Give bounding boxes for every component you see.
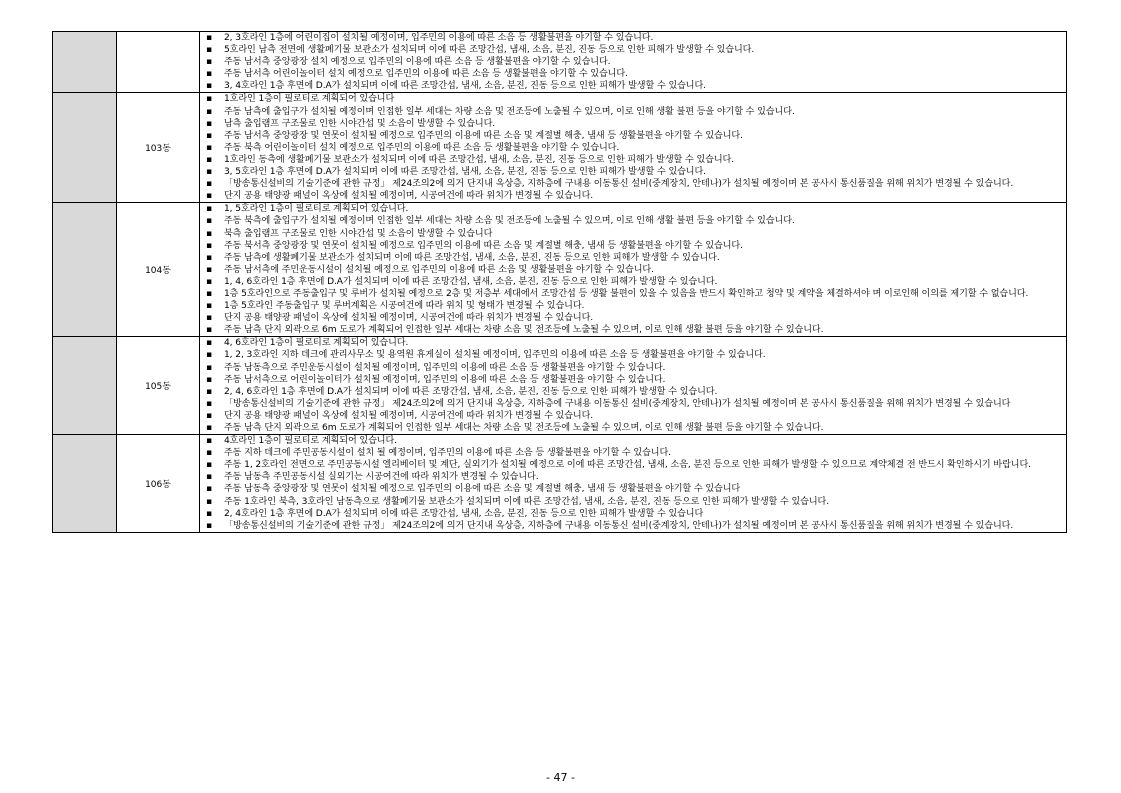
notice-item: ▪ 3, 4호라인 1층 후면에 D.A가 설치되며 이에 따른 조망간섭, 냄새, 소음, 분진, 진동 등으로 인한 피해가 발생할 수 있습니다. [200,80,1066,92]
building-label: 105동 [117,337,200,435]
notice-item: ▪ 주동 지하 데크에 주민공동시설이 설치 될 예정이며, 입주민의 이용에 따른 소음 등 생활불편을 야기할 수 있습니다. [200,447,1066,459]
notice-item: ▪ 1, 4, 6호라인 1층 후면에 D.A가 설치되며 이에 따른 조망간섭, 냄새, 소음, 분진, 진동 등으로 인한 피해가 발생할 수 있습니다. [200,276,1066,288]
notice-item: ▪ 주동 남측 단지 외곽으로 6m 도로가 계획되어 인접한 일부 세대는 차량 소음 및 전조등에 노출될 수 있으며, 이로 인해 생활 불편 등을 야기할 수 있습니다. [200,324,1066,336]
notice-item: ▪ 주동 남측 단지 외곽으로 6m 도로가 계획되어 인접한 일부 세대는 차량 소음 및 전조등에 노출될 수 있으며, 이로 인해 생활 불편 등을 야기할 수 있습니다. [200,422,1066,434]
building-label [117,32,200,93]
document-page [52,31,1067,533]
notice-item: ▪ 4호라인 1층이 필로티로 계획되어 있습니다. [200,435,1066,447]
notice-item: ▪ 주동 북서측 중앙광장 및 연못이 설치될 예정으로 입주민의 이용에 따른 소음 및 계절별 해충, 냄새 등 생활불편을 야기할 수 있습니다. [200,240,1066,252]
category-cell [53,337,117,435]
building-label: 104동 [117,203,200,337]
notice-item: ▪ 5호라인 남측 전면에 생활폐기물 보관소가 설치되며 이에 따른 조망간섭, 냄새, 소음, 분진, 진동 등으로 인한 피해가 발생할 수 있습니다. [200,44,1066,56]
notice-list [200,435,1066,532]
notice-list [200,93,1066,202]
notice-item: ▪ 「방송통신설비의 기술기준에 관한 규정」 제24조의2에 의거 단지내 옥상층, 지하층에 구내용 이동통신 설비(중계장치, 안테나)가 설치될 예정이며 본 공사시 통신품질을 위해 위치가 변경될 수 있습니다. [200,178,1066,190]
category-cell [53,32,117,93]
category-cell [53,203,117,337]
notice-items-cell [200,93,1067,203]
notice-item: ▪ 북측 출입램프 구조물로 인한 시야간섭 및 소음이 발생할 수 있습니다 [200,228,1066,240]
notice-item: ▪ 주동 남서측 중앙광장 설치 예정으로 입주민의 이용에 따른 소음 등 생활불편을 야기할 수 있습니다. [200,56,1066,68]
notice-item: ▪ 주동 북측에 출입구가 설치될 예정이며 인접한 일부 세대는 차량 소음 및 전조등에 노출될 수 있으며, 이로 인해 생활 불편 등을 야기할 수 있습니다. [200,215,1066,227]
notice-item: ▪ 주동 남동측 주민공동시설 실외기는 시공여건에 따라 위치가 변경될 수 있습니다. [200,471,1066,483]
page-number: - 47 - [546,771,575,784]
notice-list [200,32,1066,92]
notice-item: ▪ 주동 남동측으로 주민운동시설이 설치될 예정이며, 입주민의 이용에 따른 소음 등 생활불편을 야기할 수 있습니다. [200,362,1066,374]
notice-item: ▪ 주동 남측에 출입구가 설치될 예정이며 인접한 일부 세대는 차량 소음 및 전조등에 노출될 수 있으며, 이로 인해 생활 불편 등을 야기할 수 있습니다. [200,106,1066,118]
building-label: 106동 [117,435,200,533]
notice-item: ▪ 1호라인 1층이 필로티로 계획되어 있습니다 [200,93,1066,105]
notice-item: ▪ 주동 남동측 중앙광장 및 연못이 설치될 예정으로 입주민의 이용에 따른 소음 및 계절별 해충, 냄새 등 생활불편을 야기할 수 있습니다 [200,483,1066,495]
notice-item: ▪ 2, 4, 6호라인 1층 후면에 D.A가 설치되며 이에 따른 조망간섭, 냄새, 소음, 분진, 진동 등으로 인한 피해가 발생할 수 있습니다. [200,386,1066,398]
building-section-row [53,32,1067,93]
notice-item: ▪ 단지 공용 태양광 패널이 옥상에 설치될 예정이며, 시공여건에 따라 위치가 변경될 수 있습니다. [200,190,1066,202]
notice-item: ▪ 1층 5호라인 주동출입구 및 루버계획은 시공여건에 따라 위치 및 형태가 변경될 수 있습니다. [200,300,1066,312]
category-cell [53,93,117,203]
building-section-row [53,337,1067,435]
category-cell [53,435,117,533]
notice-item: ▪ 주동 남서측에 주민운동시설이 설치될 예정으로 입주민의 이용에 따른 소음 및 생활불편을 야기할 수 있습니다. [200,264,1066,276]
notice-item: ▪ 「방송통신설비의 기술기준에 관한 규정」 제24조의2에 의거 단지내 옥상층, 지하층에 구내용 이동통신 설비(중계장치, 안테나)가 설치될 예정이며 본 공사시 통신품질을 위해 위치가 변경될 수 있습니다 [200,398,1066,410]
building-label: 103동 [117,93,200,203]
notice-item: ▪ 주동 남서측 중앙광장 및 연못이 설치될 예정으로 입주민의 이용에 따른 소음 및 계절별 해충, 냄새 등 생활불편을 야기할 수 있습니다. [200,130,1066,142]
notice-item: ▪ 1, 2, 3호라인 지하 데크에 관리사무소 및 용역원 휴게실이 설치될 예정이며, 입주민의 이용에 따른 소음 등 생활불편을 야기할 수 있습니다. [200,349,1066,361]
notice-item: ▪ 단지 공용 태양광 패널이 옥상에 설치될 예정이며, 시공여건에 따라 위치가 변경될 수 있습니다. [200,312,1066,324]
notice-item: ▪ 주동 북측 어린이놀이터 설치 예정으로 입주민의 이용에 따른 소음 등 생활불편을 야기할 수 있습니다. [200,142,1066,154]
building-section-row [53,435,1067,533]
notice-item: ▪ 단지 공용 태양광 패널이 옥상에 설치될 예정이며, 시공여건에 따라 위치가 변경될 수 있습니다. [200,410,1066,422]
notice-items-cell [200,32,1067,93]
notice-items-cell [200,337,1067,435]
notice-item: ▪ 주동 남서측으로 어린이놀이터가 설치될 예정이며, 입주민의 이용에 따른 소음 등 생활불편을 야기할 수 있습니다. [200,374,1066,386]
building-notice-table [52,31,1067,533]
notice-items-cell [200,203,1067,337]
building-section-row [53,93,1067,203]
notice-item: ▪ 3, 5호라인 1층 후면에 D.A가 설치되며 이에 따른 조망간섭, 냄새, 소음, 분진, 진동 등으로 인한 피해가 발생할 수 있습니다. [200,166,1066,178]
notice-item: ▪ 주동 남측에 생활폐기물 보관소가 설치되며 이에 따른 조망간섭, 냄새, 소음, 분진, 진동 등으로 인한 피해가 발생할 수 있습니다. [200,252,1066,264]
notice-item: ▪ 주동 남서측 어린이놀이터 설치 예정으로 입주민의 이용에 따른 소음 등 생활불편을 야기할 수 있습니다. [200,68,1066,80]
notice-item: ▪ 4, 6호라인 1층이 필로티로 계획되어 있습니다. [200,337,1066,349]
notice-item: ▪ 1층 5호라인으로 주동출입구 및 루버가 설치될 예정으로 2층 및 저층부 세대에서 조망간섭 등 생활 불편이 있을 수 있음을 반드시 확인하고 청약 및 계약을 체결하셔야 며 이로인해 이의를 제기할 수 없습니다. [200,288,1066,300]
notice-item: ▪ 「방송통신설비의 기술기준에 관한 규정」 제24조의2에 의거 단지내 옥상층, 지하층에 구내용 이동통신 설비(중계장치, 안테나)가 설치될 예정이며 본 공사시 통신품질을 위해 위치가 변경될 수 있습니다. [200,520,1066,532]
notice-item: ▪ 1, 5호라인 1층이 필로티로 계획되어 있습니다. [200,203,1066,215]
notice-item: ▪ 2, 4호라인 1층 후면에 D.A가 설치되며 이에 따른 조망간섭, 냄새, 소음, 분진, 진동 등으로 인한 피해가 발생할 수 있습니다 [200,508,1066,520]
notice-item: ▪ 2, 3호라인 1층에 어린이집이 설치될 예정이며, 입주민의 이용에 따른 소음 등 생활불편을 야기할 수 있습니다. [200,32,1066,44]
notice-items-cell [200,435,1067,533]
notice-item: ▪ 남측 출입램프 구조물로 인한 시야간섭 및 소음이 발생할 수 있습니다. [200,118,1066,130]
notice-item: ▪ 1호라인 동측에 생활폐기물 보관소가 설치되며 이에 따른 조망간섭, 냄새, 소음, 분진, 진동 등으로 인한 피해가 발생할 수 있습니다. [200,154,1066,166]
notice-item: ▪ 주동 1, 2호라인 전면으로 주민공동시설 엘리베이터 및 계단, 실외기가 설치될 예정으로 이에 따른 조망간섭, 냄새, 소음, 분진 등으로 인한 피해가 발생할 수 있으므로 계약체결 전 반드시 확인하시기 바랍니다. [200,459,1066,471]
notice-list [200,337,1066,434]
notice-item: ▪ 주동 1호라인 북측, 3호라인 남동측으로 생활폐기물 보관소가 설치되며 이에 따른 조망간섭, 냄새, 소음, 분진, 진동 등으로 인한 피해가 발생할 수 있습니다. [200,496,1066,508]
notice-list [200,203,1066,336]
building-section-row [53,203,1067,337]
